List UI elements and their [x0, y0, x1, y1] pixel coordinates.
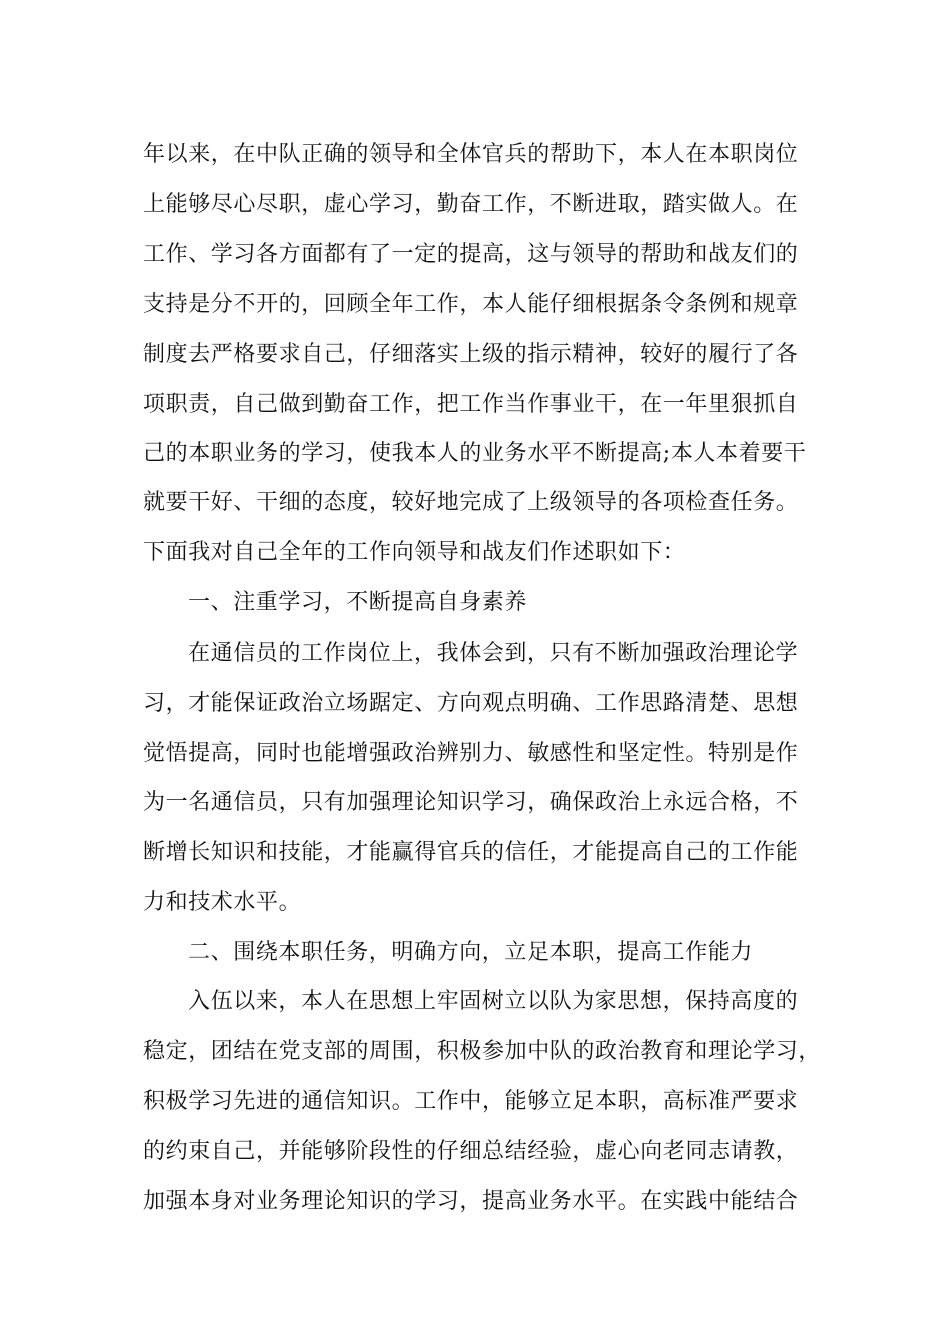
- text-line: 力和技术水平。: [143, 890, 302, 915]
- text-line: 项职责，自己做到勤奋工作，把工作当作事业干，在一年里狠抓自: [143, 392, 799, 417]
- text-line: 习，才能保证政治立场踞定、方向观点明确、工作思路清楚、思想: [143, 691, 799, 716]
- text-line: 在通信员的工作岗位上，我体会到，只有不断加强政治理论学: [188, 641, 799, 666]
- text-line: 为一名通信员，只有加强理论知识学习，确保政治上永远合格，不: [143, 790, 799, 815]
- text-line: 断增长知识和技能，才能赢得官兵的信任，才能提高自己的工作能: [143, 840, 799, 865]
- text-line: 加强本身对业务理论知识的学习，提高业务水平。在实践中能结合: [143, 1189, 799, 1214]
- text-line: 下面我对自己全年的工作向领导和战友们作述职如下：: [143, 540, 686, 565]
- text-line: 年以来，在中队正确的领导和全体官兵的帮助下，本人在本职岗位: [143, 142, 799, 167]
- text-line: 入伍以来，本人在思想上牢固树立以队为家思想，保持高度的: [188, 989, 799, 1014]
- text-line: 支持是分不开的，回顾全年工作，本人能仔细根据条令条例和规章: [143, 292, 799, 317]
- text-line: 己的本职业务的学习，使我本人的业务水平不断提高;本人本着要干: [143, 441, 807, 466]
- text-line: 的约束自己，并能够阶段性的仔细总结经验，虚心向老同志请教，: [143, 1139, 799, 1164]
- text-line: 稳定，团结在党支部的周围，积极参加中队的政治教育和理论学习，: [143, 1039, 822, 1064]
- text-line: 积极学习先进的通信知识。工作中，能够立足本职，高标准严要求: [143, 1089, 799, 1114]
- text-line: 就要干好、干细的态度，较好地完成了上级领导的各项检查任务。: [143, 490, 799, 515]
- section-heading-1: 一、注重学习，不断提高自身素养: [188, 590, 528, 615]
- text-line: 制度去严格要求自己，仔细落实上级的指示精神，较好的履行了各: [143, 342, 799, 367]
- text-line: 工作、学习各方面都有了一定的提高，这与领导的帮助和战友们的: [143, 242, 799, 267]
- section-heading-2: 二、围绕本职任务，明确方向，立足本职，提高工作能力: [188, 940, 754, 965]
- text-line: 上能够尽心尽职，虚心学习，勤奋工作，不断进取，踏实做人。在: [143, 192, 799, 217]
- text-line: 觉悟提高，同时也能增强政治辨别力、敏感性和坚定性。特别是作: [143, 741, 799, 766]
